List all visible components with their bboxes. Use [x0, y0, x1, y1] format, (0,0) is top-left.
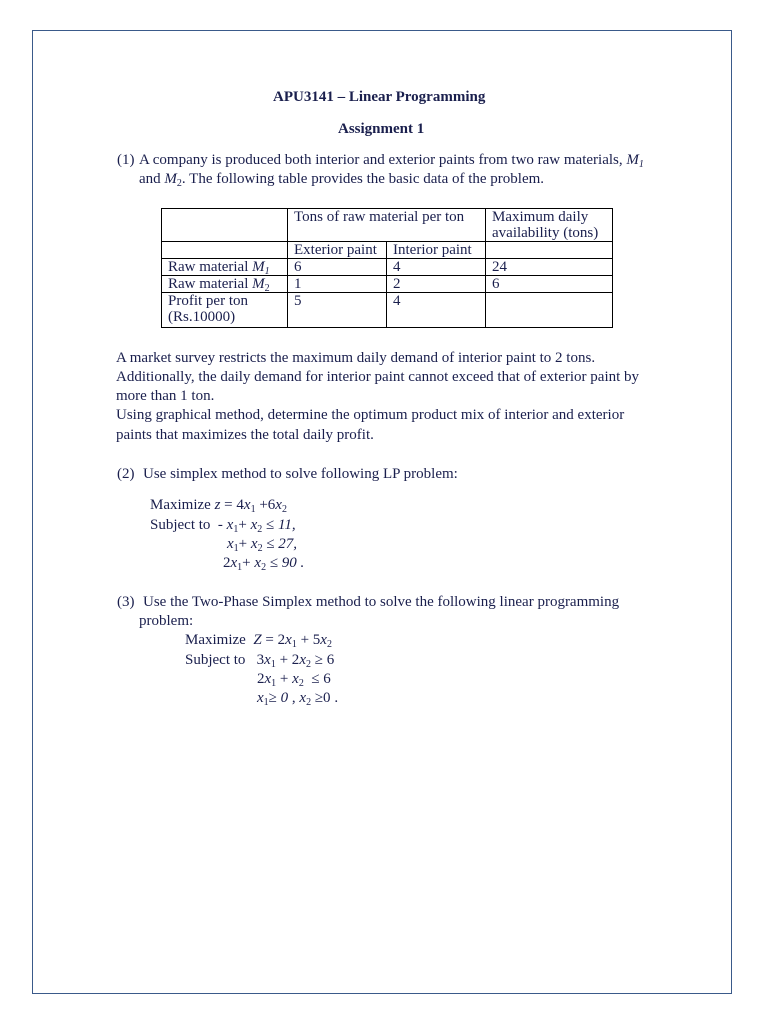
q1-para-line: Additionally, the daily demand for interior paint cannot exceed that of exterior paint by	[116, 369, 640, 385]
q1-line2: and $M_2$. The following table provides the basic data of the problem.	[139, 171, 545, 189]
q3-number: (3)	[117, 594, 135, 610]
table-cell: Profit per ton (Rs.10000)	[162, 293, 288, 328]
q3-line2: problem:	[139, 613, 194, 629]
table-row	[162, 209, 613, 242]
table-cell	[486, 293, 613, 328]
table-row	[162, 259, 613, 276]
table-cell: 6	[288, 259, 387, 276]
table-row	[162, 276, 613, 293]
raw-material-table	[161, 208, 613, 328]
table-cell: 2	[387, 276, 486, 293]
table-cell: 24	[486, 259, 613, 276]
assignment-title: Assignment 1	[338, 121, 425, 137]
table-cell: 5	[288, 293, 387, 328]
q2-number: (2)	[117, 466, 135, 482]
q3-constraint-1: Subject to $3x_1 + 2x_2 \ge 6$	[185, 652, 335, 670]
q1-para-line: more than 1 ton.	[116, 388, 215, 404]
table-cell: 4	[387, 293, 486, 328]
course-title: APU3141 – Linear Programming	[273, 89, 486, 105]
table-cell: 1	[288, 276, 387, 293]
q3-line1: Use the Two-Phase Simplex method to solve the following linear programming	[143, 594, 620, 610]
q1-para-line: A market survey restricts the maximum daily demand of interior paint to 2 tons.	[116, 350, 596, 366]
q1-number: (1)	[117, 152, 135, 168]
table-header-interior: Interior paint	[387, 242, 486, 259]
q3-constraint-2: $2x_1 + x_2 \le 6$	[257, 671, 331, 689]
table-header-max: Maximum daily availability (tons)	[486, 209, 613, 242]
q2-constraint-3: $2x_1+ x_2 \le 90$ .	[223, 555, 305, 573]
q3-nonnegativity: $x_1\ge 0$ , $x_2 \ge 0$ .	[257, 690, 339, 708]
table-cell: Raw material $M_1$	[162, 259, 288, 276]
q2-constraint-2: $x_1+ x_2 \le 27$,	[227, 536, 298, 554]
q3-objective: Maximize $Z = 2x_1 + 5x_2$	[185, 632, 332, 650]
table-header-exterior: Exterior paint	[288, 242, 387, 259]
q1-line1: A company is produced both interior and exterior paints from two raw materials, $M_1$	[139, 152, 644, 170]
table-cell: 4	[387, 259, 486, 276]
q1-para-line: paints that maximizes the total daily profit.	[116, 427, 374, 443]
table-row	[162, 293, 613, 328]
q2-constraint-1: Subject to - $x_1+ x_2 \le 11$,	[150, 517, 296, 535]
table-cell: Raw material $M_2$	[162, 276, 288, 293]
q1-para-line: Using graphical method, determine the optimum product mix of interior and exterior	[116, 407, 625, 423]
q2-objective: Maximize $z = 4x_1 +6x_2$	[150, 497, 287, 515]
table-row	[162, 242, 613, 259]
q2-text: Use simplex method to solve following LP problem:	[143, 466, 458, 482]
table-header-group: Tons of raw material per ton	[288, 209, 486, 242]
table-cell: 6	[486, 276, 613, 293]
